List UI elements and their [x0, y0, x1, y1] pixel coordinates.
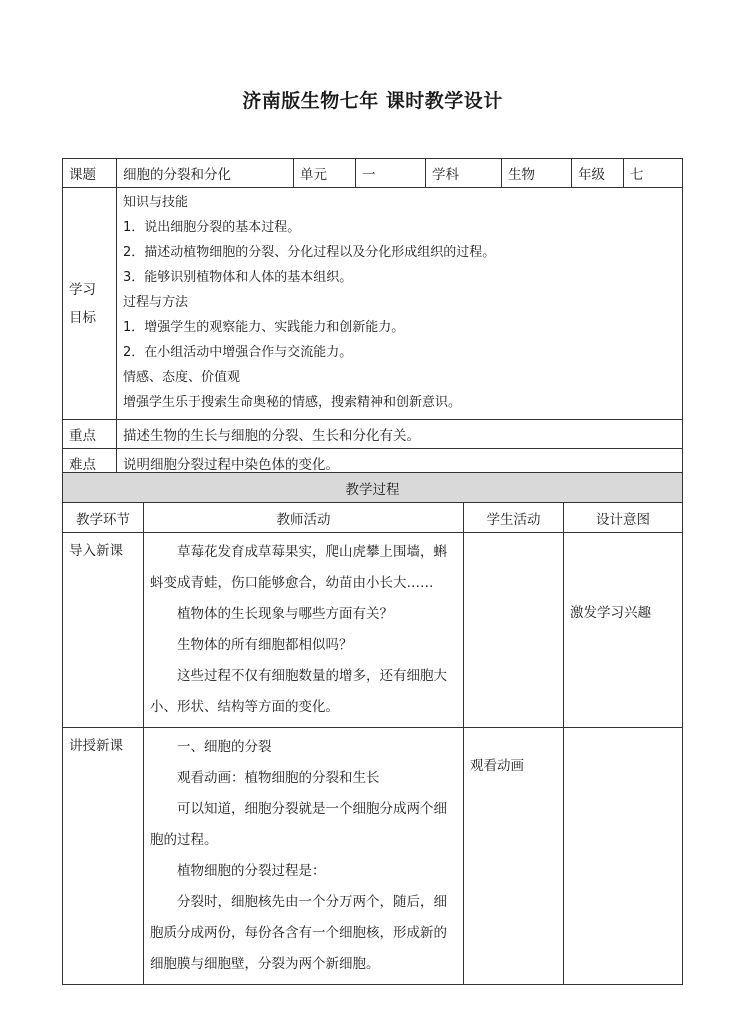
header-student: 学生活动 — [464, 503, 564, 533]
teacher-paragraph: 分裂时，细胞核先由一个分万两个，随后，细胞质分成两份，每份各含有一个细胞核，形成新的细胞膜与细胞壁，分裂为两个新细胞。 — [150, 894, 447, 972]
document-title: 济南版生物七年 课时教学设计 — [242, 90, 503, 112]
subject-value: 生物 — [502, 159, 572, 188]
objective-line: 增强学生乐于搜索生命奥秘的情感，搜索精神和创新意识。 — [123, 395, 462, 410]
stage-cell: 讲授新课 — [63, 728, 144, 985]
header-teacher: 教师活动 — [144, 503, 464, 533]
teacher-paragraph: 生物体的所有细胞都相似吗？ — [177, 637, 353, 653]
subject-label: 学科 — [426, 159, 502, 188]
course-info-table — [62, 158, 682, 478]
grade-value: 七 — [624, 159, 683, 188]
design-intent-text: 激发学习兴趣 — [570, 605, 651, 621]
stage-cell: 导入新课 — [63, 533, 144, 728]
teacher-paragraph: 一、细胞的分裂 — [177, 739, 272, 755]
key-point-row — [63, 420, 683, 449]
process-header-row — [63, 503, 683, 533]
student-activity-cell — [464, 728, 564, 985]
objective-line: 知识与技能 — [123, 195, 189, 210]
teacher-paragraph: 可以知道，细胞分裂就是一个细胞分成两个细胞的过程。 — [150, 801, 447, 848]
table-row — [63, 728, 683, 985]
teacher-paragraph: 植物体的生长现象与哪些方面有关？ — [177, 606, 393, 622]
objective-line: 1．增强学生的观察能力、实践能力和创新能力。 — [123, 320, 405, 335]
key-point-value: 描述生物的生长与细胞的分裂、生长和分化有关。 — [117, 420, 683, 449]
info-row — [63, 159, 683, 188]
header-stage: 教学环节 — [63, 503, 144, 533]
student-activity-text: 观看动画 — [470, 758, 524, 774]
objective-line: 3．能够识别植物体和人体的基本组织。 — [123, 270, 353, 285]
teacher-paragraph: 观看动画：植物细胞的分裂和生长 — [177, 770, 380, 786]
teaching-process-table — [62, 472, 682, 985]
header-intent: 设计意图 — [564, 503, 683, 533]
design-intent-cell — [564, 533, 683, 728]
key-point-label: 重点 — [63, 420, 117, 449]
objectives-label-line2: 目标 — [69, 309, 96, 326]
objectives-row — [63, 188, 683, 420]
objectives-content — [117, 188, 683, 420]
topic-label: 课题 — [63, 159, 117, 188]
unit-value: 一 — [356, 159, 426, 188]
teacher-paragraph: 植物细胞的分裂过程是： — [177, 863, 326, 879]
unit-label: 单元 — [294, 159, 356, 188]
objective-line: 2．描述动植物细胞的分裂、分化过程以及分化形成组织的过程。 — [123, 245, 496, 260]
teacher-activity-cell — [144, 728, 464, 985]
teacher-activity-cell — [144, 533, 464, 728]
objectives-label — [63, 188, 117, 420]
objective-line: 过程与方法 — [123, 295, 189, 310]
grade-label: 年级 — [572, 159, 624, 188]
process-section-title: 教学过程 — [63, 473, 683, 503]
difficulty-label: 难点 — [63, 449, 117, 478]
student-activity-cell — [464, 533, 564, 728]
teacher-paragraph: 草莓花发育成草莓果实，爬山虎攀上围墙，蝌蚪变成青蛙，伤口能够愈合，幼苗由小长大…… — [150, 544, 447, 591]
objective-line: 2．在小组活动中增强合作与交流能力。 — [123, 345, 353, 360]
design-intent-cell — [564, 728, 683, 985]
objective-line: 1．说出细胞分裂的基本过程。 — [123, 220, 301, 235]
difficulty-value: 说明细胞分裂过程中染色体的变化。 — [117, 449, 683, 478]
objectives-label-line1: 学习 — [69, 281, 96, 298]
objective-line: 情感、态度、价值观 — [123, 370, 241, 385]
teacher-paragraph: 这些过程不仅有细胞数量的增多，还有细胞大小、形状、结构等方面的变化。 — [150, 668, 447, 715]
topic-value: 细胞的分裂和分化 — [117, 159, 294, 188]
table-row — [63, 533, 683, 728]
